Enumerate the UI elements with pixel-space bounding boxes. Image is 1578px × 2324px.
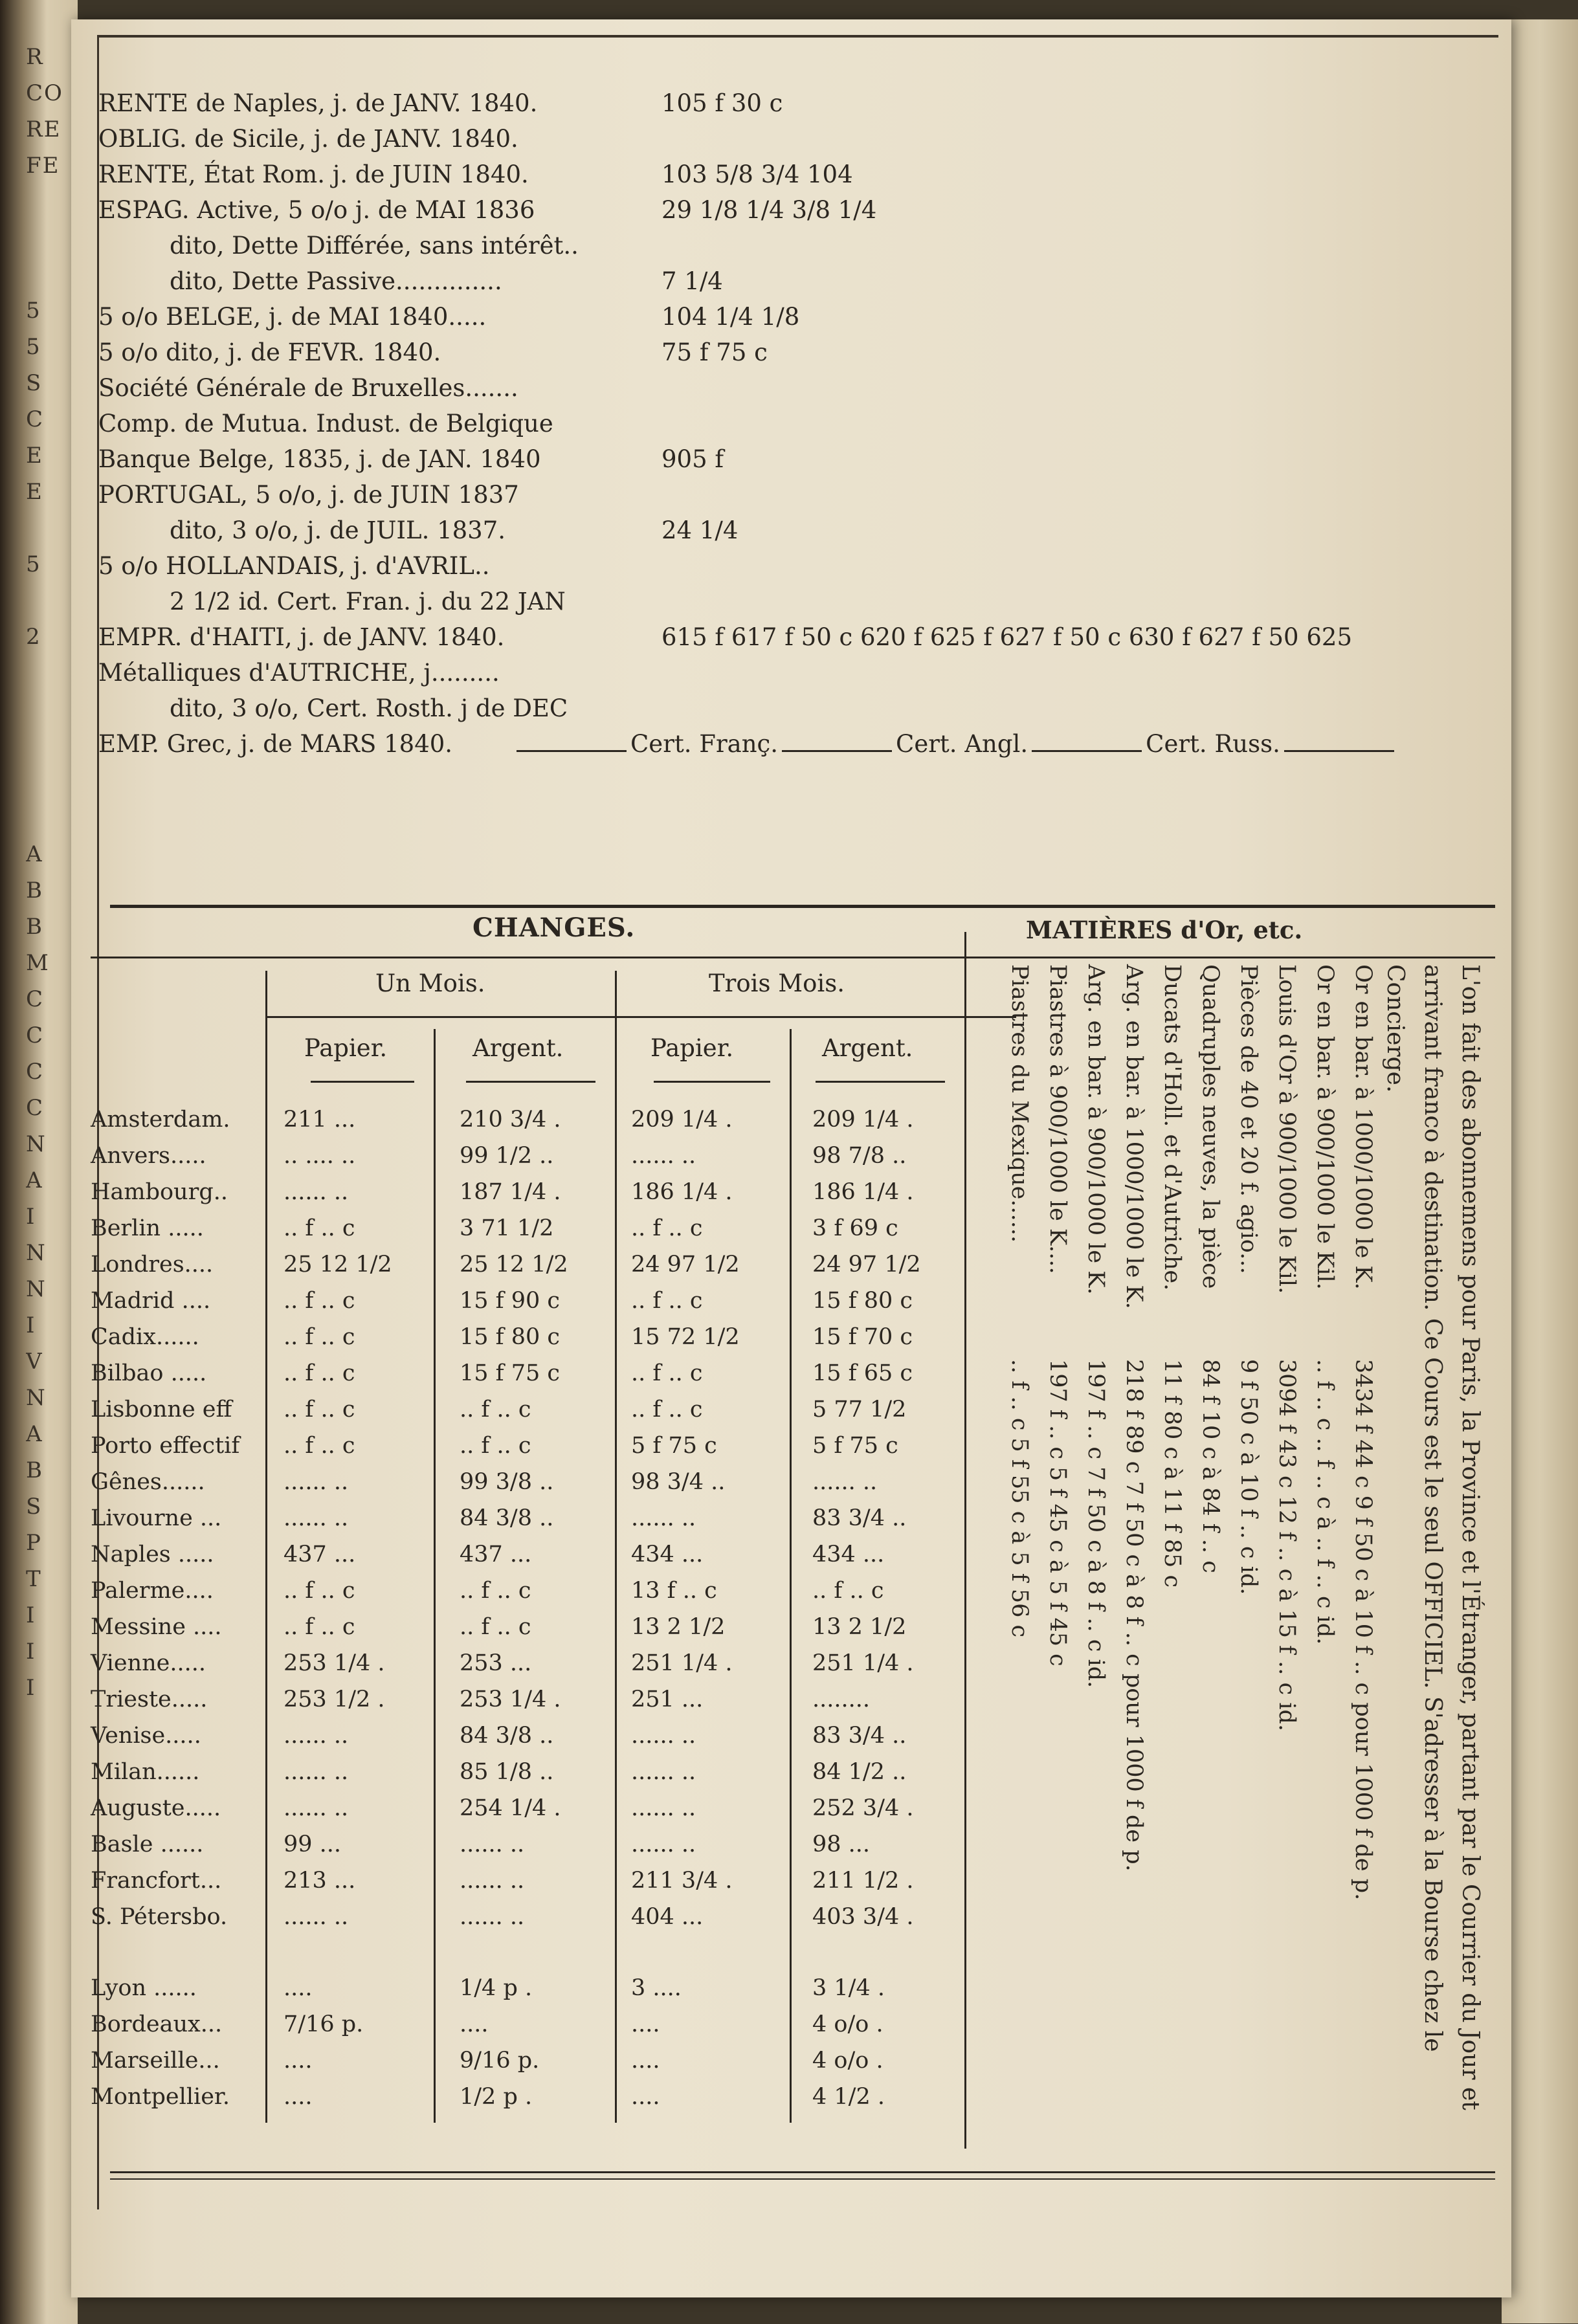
exchange-city: Porto effectif [91,1433,240,1459]
rente-value: 24 1/4 [661,516,739,544]
margin-letter: I [26,1312,36,1338]
margin-letter: C [26,986,45,1012]
margin-letter [26,184,78,220]
exchange-papier-1m: 7/16 p. [283,2011,364,2037]
emp-grec-label: EMP. Grec, j. de MARS 1840. [98,730,453,758]
margin-letter: B [26,878,43,903]
argent-rule-3 [816,1081,945,1083]
rente-label: ESPAG. Active, 5 o/o j. de MAI 1836 [98,196,535,224]
exchange-argent-3m: 251 1/4 . [812,1650,914,1676]
exchange-papier-3m: ...... .. [631,1143,696,1169]
exchange-argent-1m: .. f .. c [460,1614,531,1640]
ledger-page [71,19,1511,2297]
rente-row [98,374,1509,410]
exchange-argent-3m: 403 3/4 . [812,1904,914,1930]
emp-grec-certs [513,730,1398,758]
rente-label: dito, 3 o/o, j. de JUIL. 1837. [170,516,506,544]
exchange-argent-3m: 4 o/o . [812,2011,883,2037]
exchange-city: Berlin ..... [91,1215,204,1241]
exchange-papier-1m: 437 ... [283,1542,356,1567]
matiere-value: .. f .. c .. f .. c à .. f .. c id. [1312,1359,1338,1645]
matiere-name: Arg. en bar. à 900/1000 le K. [1083,964,1109,1295]
rente-row [98,410,1509,445]
exchange-city: Messine .... [91,1614,222,1640]
rente-label: dito, Dette Différée, sans intérêt.. [170,232,579,260]
margin-letter: S [26,1494,43,1520]
rente-label: RENTE de Naples, j. de JANV. 1840. [98,89,538,117]
rente-value: 905 f [661,445,724,473]
exchange-argent-1m: ...... .. [460,1832,525,1857]
matiere-row [1338,964,1376,2149]
margin-letter: T [26,1566,42,1592]
exchange-argent-1m: 3 71 1/2 [460,1215,554,1241]
matiere-value: 218 f 89 c 7 f 50 c à 8 f .. c pour 1000 f de p. [1121,1359,1147,1872]
exchange-papier-3m: ...... .. [631,1505,696,1531]
rente-label: 5 o/o dito, j. de FEVR. 1840. [98,338,441,366]
exchange-argent-3m: 4 1/2 . [812,2084,885,2110]
margin-letter: C [26,1023,45,1048]
rente-label: RENTE, État Rom. j. de JUIN 1840. [98,160,529,188]
exchange-city: Vienne..... [91,1650,206,1676]
previous-page-margin-letters [26,39,78,2239]
exchange-argent-1m: 253 ... [460,1650,532,1676]
rente-value: 7 1/4 [661,267,723,295]
exchange-papier-3m: .... [631,2011,660,2037]
exchange-city: Trieste..... [91,1687,208,1712]
margin-letter: CO [26,80,63,106]
exchange-argent-3m: 252 3/4 . [812,1795,914,1821]
rente-label: 2 1/2 id. Cert. Fran. j. du 22 JAN [170,588,566,615]
rente-label: Société Générale de Bruxelles....... [98,374,518,402]
rente-row [98,125,1509,160]
margin-letter: V [26,1349,43,1375]
rente-label: dito, Dette Passive.............. [170,267,502,295]
exchange-papier-3m: ...... .. [631,1832,696,1857]
matiere-name: Piastres à 900/1000 le K.... [1045,964,1071,1274]
margin-letter: 5 [26,334,41,360]
un-mois-header: Un Mois. [375,969,485,997]
exchange-argent-1m: 254 1/4 . [460,1795,561,1821]
matiere-name: Piastres du Mexique...... [1006,964,1032,1243]
exchange-papier-1m: ...... .. [283,1759,349,1785]
exchange-argent-1m: 1/4 p . [460,1975,533,2001]
exchange-argent-3m: 186 1/4 . [812,1179,914,1205]
rente-row [98,267,1509,303]
exchange-papier-1m: .... [283,1975,313,2001]
papier-rule-3 [654,1081,770,1083]
cert-blank [1284,731,1394,752]
margin-letter: 5 [26,551,41,577]
exchange-papier-1m: 253 1/2 . [283,1687,385,1712]
margin-letter: FE [26,153,60,179]
trois-mois-header: Trois Mois. [709,969,845,997]
margin-letter: C [26,1059,45,1085]
exchange-city: Marseille... [91,2048,220,2074]
margin-letter: C [26,406,45,432]
matiere-name: Arg. en bar. à 1000/1000 le K. [1121,964,1147,1309]
exchange-argent-3m: 209 1/4 . [812,1107,914,1133]
exchange-argent-3m: 24 97 1/2 [812,1252,921,1278]
exchange-argent-3m: 15 f 70 c [812,1324,913,1350]
rente-label: Comp. de Mutua. Indust. de Belgique [98,410,553,437]
matiere-row [994,964,1032,2149]
matieres-title: MATIÈRES d'Or, etc. [1026,916,1303,944]
exchange-papier-3m: 24 97 1/2 [631,1252,740,1278]
exchange-city: Milan...... [91,1759,200,1785]
exchange-argent-3m: ...... .. [812,1469,878,1495]
matiere-value: 84 f 10 c à 84 f .. c [1197,1359,1223,1573]
exchange-argent-1m: 84 3/8 .. [460,1723,554,1749]
exchange-papier-3m: 186 1/4 . [631,1179,733,1205]
exchange-city: Naples ..... [91,1542,214,1567]
exchange-argent-3m: 4 o/o . [812,2048,883,2074]
exchange-papier-1m: .. f .. c [283,1578,355,1604]
exchange-city: Bilbao ..... [91,1360,207,1386]
exchange-papier-1m: ...... .. [283,1723,349,1749]
margin-letter: N [26,1385,47,1411]
exchange-argent-1m: 15 f 90 c [460,1288,561,1314]
matiere-name: Ducats d'Holl. et d'Autriche. [1159,964,1185,1291]
matiere-row [1261,964,1300,2149]
margin-letter [26,256,78,293]
rentes-list [98,89,1509,766]
rente-row [98,694,1509,730]
exchange-city: Gênes...... [91,1469,205,1495]
rente-row [98,659,1509,694]
exchange-argent-3m: 83 3/4 .. [812,1505,907,1531]
matiere-value: 11 f 80 c à 11 f 85 c [1159,1359,1185,1588]
exchange-papier-1m: ...... .. [283,1505,349,1531]
exchange-papier-3m: .. f .. c [631,1215,703,1241]
margin-letter [26,220,78,256]
exchange-papier-3m: .... [631,2084,660,2110]
exchange-argent-1m: 99 1/2 .. [460,1143,554,1169]
rente-label: Métalliques d'AUTRICHE, j......... [98,659,500,687]
cert-blank [517,731,627,752]
exchange-argent-1m: 15 f 75 c [460,1360,561,1386]
col-divider-3 [964,932,966,2149]
exchange-argent-3m: 211 1/2 . [812,1868,914,1894]
exchange-argent-3m: 5 77 1/2 [812,1397,907,1422]
exchange-city: Livourne ... [91,1505,222,1531]
margin-letter [26,655,78,691]
exchange-city: Londres.... [91,1252,214,1278]
exchange-argent-3m: 98 ... [812,1832,871,1857]
exchange-city: Hambourg.. [91,1179,228,1205]
matieres-panel [984,964,1489,2149]
exchange-argent-1m: 1/2 p . [460,2084,533,2110]
exchange-argent-3m: 84 1/2 .. [812,1759,907,1785]
exchange-papier-3m: 98 3/4 .. [631,1469,726,1495]
exchange-city: Madrid .... [91,1288,211,1314]
exchange-papier-3m: 404 ... [631,1904,704,1930]
exchange-argent-1m: .. f .. c [460,1433,531,1459]
exchange-argent-1m: 25 12 1/2 [460,1252,568,1278]
exchange-argent-1m: 187 1/4 . [460,1179,561,1205]
matiere-row [1147,964,1185,2149]
exchange-city: Amsterdam. [91,1107,230,1133]
rente-row [98,232,1509,267]
margin-letter [26,582,78,619]
section-divider [110,905,1495,908]
rente-label: Banque Belge, 1835, j. de JAN. 1840 [98,445,541,473]
margin-letter: E [26,443,43,469]
exchange-argent-1m: .... [460,2011,489,2037]
argent-header-1: Argent. [472,1034,564,1062]
matiere-name: Or en bar. à 900/1000 le Kil. [1312,964,1338,1290]
matiere-value: 197 f .. c 5 f 45 c à 5 f 45 c [1045,1359,1071,1666]
exchange-papier-3m: 434 ... [631,1542,704,1567]
rente-row [98,160,1509,196]
argent-header-3: Argent. [822,1034,913,1062]
rente-row [98,588,1509,623]
matiere-value: 197 f .. c 7 f 50 c à 8 f .. c id. [1083,1359,1109,1688]
margin-letter [26,764,78,800]
margin-letter: A [26,1421,43,1447]
margin-letter: B [26,1457,43,1483]
papier-header-3: Papier. [650,1034,734,1062]
exchange-papier-1m: .. f .. c [283,1324,355,1350]
margin-letter: I [26,1675,36,1701]
margin-letter: N [26,1131,47,1157]
exchange-argent-1m: 9/16 p. [460,2048,540,2074]
exchange-argent-3m: .. f .. c [812,1578,884,1604]
exchange-argent-1m: 210 3/4 . [460,1107,561,1133]
exchange-city: Anvers..... [91,1143,206,1169]
margin-letter: E [26,479,43,505]
exchange-argent-3m: 5 f 75 c [812,1433,898,1459]
rente-row [98,303,1509,338]
exchange-argent-3m: 3 f 69 c [812,1215,898,1241]
rente-label: 5 o/o BELGE, j. de MAI 1840..... [98,303,487,331]
margin-letter: R [26,44,44,70]
exchange-papier-1m: 99 ... [283,1832,342,1857]
rente-row [98,338,1509,374]
exchange-argent-3m: 13 2 1/2 [812,1614,907,1640]
margin-letter [26,800,78,836]
exchange-papier-1m: 253 1/4 . [283,1650,385,1676]
exchange-argent-1m: 253 1/4 . [460,1687,561,1712]
bottom-rule-thin [110,2178,1495,2180]
exchange-argent-3m: 434 ... [812,1542,885,1567]
margin-letter: S [26,370,43,396]
exchange-city: Lyon ...... [91,1975,197,2001]
matiere-row [1109,964,1147,2149]
exchange-papier-1m: .. f .. c [283,1397,355,1422]
margin-letter: 5 [26,298,41,324]
exchange-papier-3m: 15 72 1/2 [631,1324,740,1350]
exchange-papier-3m: .. f .. c [631,1360,703,1386]
matiere-value: 9 f 50 c à 10 f .. c id. [1236,1359,1261,1595]
exchange-argent-3m: 98 7/8 .. [812,1143,907,1169]
matiere-name: Or en bar. à 1000/1000 le K. [1350,964,1376,1290]
exchange-argent-1m: ...... .. [460,1904,525,1930]
next-page-edge [1502,19,1578,2323]
exchange-papier-1m: .. f .. c [283,1360,355,1386]
margin-letter [26,691,78,727]
matiere-row [1071,964,1109,2149]
exchange-city: Palerme.... [91,1578,214,1604]
exchange-papier-3m: 251 1/4 . [631,1650,733,1676]
exchange-papier-1m: .. f .. c [283,1215,355,1241]
rente-label: dito, 3 o/o, Cert. Rosth. j de DEC [170,694,568,722]
exchange-argent-1m: 85 1/8 .. [460,1759,554,1785]
exchange-argent-1m: 15 f 80 c [460,1324,561,1350]
exchange-argent-1m: 99 3/8 .. [460,1469,554,1495]
bottom-rule [110,2171,1495,2173]
exchange-argent-1m: ...... .. [460,1868,525,1894]
rente-row [98,552,1509,588]
rente-row [98,623,1509,659]
cert-franc-label: Cert. Franç. [630,730,779,758]
exchange-papier-1m: 211 ... [283,1107,356,1133]
margin-letter [26,727,78,764]
rente-value: 103 5/8 3/4 104 [661,160,853,188]
exchange-argent-1m: 437 ... [460,1542,532,1567]
exchange-papier-3m: 13 f .. c [631,1578,717,1604]
rente-value: 105 f 30 c [661,89,783,117]
rente-value: 75 f 75 c [661,338,768,366]
exchange-papier-1m: ...... .. [283,1795,349,1821]
exchange-papier-3m: 209 1/4 . [631,1107,733,1133]
exchange-papier-1m: .. f .. c [283,1288,355,1314]
margin-letter: P [26,1530,42,1556]
changes-title: CHANGES. [472,913,636,943]
exchange-city: Auguste..... [91,1795,221,1821]
matiere-row [1223,964,1261,2149]
exchange-papier-3m: 5 f 75 c [631,1433,717,1459]
rente-row [98,445,1509,481]
exchange-papier-3m: .. f .. c [631,1288,703,1314]
exchange-papier-1m: ...... .. [283,1904,349,1930]
top-rule [97,35,1498,38]
exchange-city: Cadix...... [91,1324,199,1350]
margin-letter: A [26,841,43,867]
matiere-name: Pièces de 40 et 20 f. agio... [1236,964,1261,1274]
margin-letter: A [26,1168,43,1193]
exchange-argent-1m: 84 3/8 .. [460,1505,554,1531]
exchange-city: Bordeaux... [91,2011,223,2037]
changes-header-rule [91,957,1016,958]
argent-rule-1 [466,1081,595,1083]
exchange-argent-3m: 83 3/4 .. [812,1723,907,1749]
emp-grec-row [98,730,1509,766]
rente-value: 615 f 617 f 50 c 620 f 625 f 627 f 50 c 630 f 627 f 50 625 [661,623,1352,651]
exchange-city: S. Pétersbo. [91,1904,228,1930]
matiere-value: 3434 f 44 c 9 f 50 c à 10 f .. c pour 1000 f de p. [1350,1359,1376,1901]
margin-letter: I [26,1204,36,1230]
col-divider-1 [265,971,267,2123]
exchange-city: Montpellier. [91,2084,230,2110]
exchange-argent-1m: .. f .. c [460,1397,531,1422]
papier-header-1: Papier. [304,1034,388,1062]
margin-letter [26,510,78,546]
cert-angl-label: Cert. Angl. [896,730,1028,758]
papier-rule-1 [311,1081,414,1083]
exchange-city: Venise..... [91,1723,201,1749]
exchange-papier-1m: .. f .. c [283,1433,355,1459]
exchange-argent-3m: 15 f 65 c [812,1360,913,1386]
exchange-city: Basle ...... [91,1832,204,1857]
exchange-papier-3m: 3 .... [631,1975,682,2001]
margin-letter: I [26,1639,36,1665]
exchange-papier-3m: ...... .. [631,1723,696,1749]
exchange-papier-1m: 25 12 1/2 [283,1252,392,1278]
margin-letter: I [26,1602,36,1628]
matieres-rotated-content [984,964,1489,2149]
rente-label: PORTUGAL, 5 o/o, j. de JUIN 1837 [98,481,519,509]
matieres-header-rule [984,957,1495,958]
exchange-papier-1m: .. f .. c [283,1614,355,1640]
col-divider-4 [434,1029,436,2123]
cert-blank [782,731,892,752]
rente-label: EMPR. d'HAITI, j. de JANV. 1840. [98,623,505,651]
matiere-row [1300,964,1338,2149]
exchange-papier-1m: ...... .. [283,1179,349,1205]
exchange-papier-3m: 211 3/4 . [631,1868,733,1894]
matiere-row [1185,964,1223,2149]
margin-letter: N [26,1276,47,1302]
exchange-city: Lisbonne eff [91,1397,232,1422]
rente-label: OBLIG. de Sicile, j. de JANV. 1840. [98,125,518,153]
exchange-papier-1m: .. .... .. [283,1143,356,1169]
margin-letter: N [26,1240,47,1266]
exchange-papier-1m: ...... .. [283,1469,349,1495]
margin-letter: B [26,914,43,940]
exchange-papier-1m: .... [283,2084,313,2110]
margin-letter: 2 [26,624,41,650]
exchange-argent-3m: 3 1/4 . [812,1975,885,2001]
exchange-argent-3m: ........ [812,1687,871,1712]
exchange-argent-1m: .. f .. c [460,1578,531,1604]
rente-row [98,196,1509,232]
subscription-note: L'on fait des abonnemens pour Paris, la Province et l'Étranger, partant par le Courrier du Jour et arrivant franco à destination. Ce Cours est le seul OFFICIEL. S'adresser à la Bourse chez le Concierge. [1382,964,1484,2110]
exchange-city: Francfort... [91,1868,222,1894]
col-divider-5 [790,1029,792,2123]
matiere-name: Quadruples neuves, la pièce [1197,964,1223,1289]
rente-row [98,516,1509,552]
rente-row [98,89,1509,125]
cert-russ-label: Cert. Russ. [1146,730,1280,758]
exchange-papier-3m: ...... .. [631,1759,696,1785]
exchange-papier-3m: 251 ... [631,1687,704,1712]
rente-value: 29 1/8 1/4 3/8 1/4 [661,196,877,224]
cert-blank [1032,731,1142,752]
exchange-papier-3m: ...... .. [631,1795,696,1821]
exchange-papier-3m: .... [631,2048,660,2074]
matiere-name: Louis d'Or à 900/1000 le Kil. [1274,964,1300,1294]
margin-letter: RE [26,116,61,142]
margin-letter: C [26,1095,45,1121]
matiere-value: .. f .. c 5 f 55 c à 5 f 56 c [1006,1359,1032,1638]
rente-label: 5 o/o HOLLANDAIS, j. d'AVRIL.. [98,552,490,580]
exchange-papier-3m: 13 2 1/2 [631,1614,726,1640]
col-divider-2 [615,971,617,2123]
margin-letter: M [26,950,50,976]
changes-subheader-rule [265,1016,1016,1018]
exchange-argent-3m: 15 f 80 c [812,1288,913,1314]
rente-row [98,481,1509,516]
exchange-papier-1m: 213 ... [283,1868,356,1894]
exchange-papier-3m: .. f .. c [631,1397,703,1422]
matiere-value: 3094 f 43 c 12 f .. c à 15 f .. c id. [1274,1359,1300,1732]
exchange-papier-1m: .... [283,2048,313,2074]
matiere-row [1032,964,1071,2149]
rente-value: 104 1/4 1/8 [661,303,800,331]
